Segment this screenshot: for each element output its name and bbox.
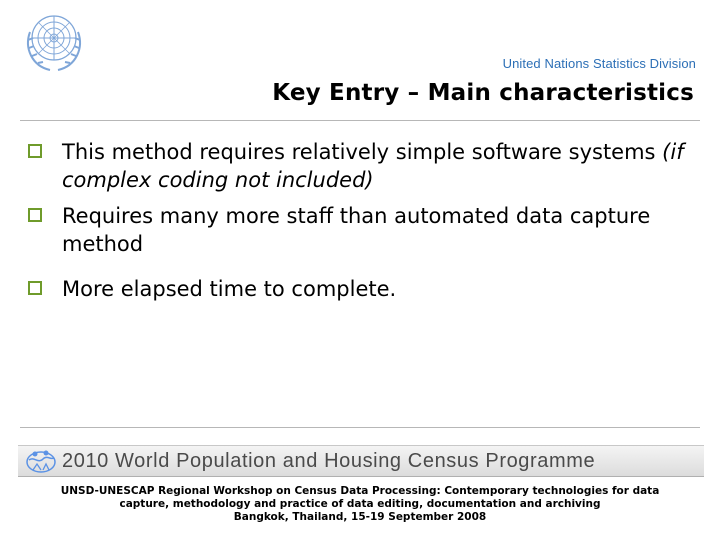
title-divider <box>20 120 700 121</box>
bullet-item <box>28 275 688 303</box>
bullet-text: This method requires relatively simple software systems <box>62 140 663 164</box>
bullet-text: Requires many more staff than automated data capture method <box>62 204 651 256</box>
footer-note <box>10 485 710 524</box>
slide-title: Key Entry – Main characteristics <box>272 80 694 106</box>
footer-line: Bangkok, Thailand, 15-19 September 2008 <box>233 511 487 523</box>
programme-title: 2010 World Population and Housing Census Programme <box>62 450 596 472</box>
footer-line: capture, methodology and practice of data editing, documentation and archiving <box>119 498 601 510</box>
bullet-item <box>28 138 688 194</box>
division-name: United Nations Statistics Division <box>502 56 696 71</box>
bullet-text: More elapsed time to complete. <box>62 277 397 301</box>
bullet-italic-note: (if complex coding not included) <box>62 140 684 192</box>
globe-people-icon <box>24 448 58 474</box>
checkbox-bullet-icon <box>28 208 42 222</box>
un-emblem-icon <box>20 8 88 76</box>
bullet-item <box>28 202 688 258</box>
checkbox-bullet-icon <box>28 281 42 295</box>
census-programme-banner <box>18 445 704 477</box>
checkbox-bullet-icon <box>28 144 42 158</box>
bullet-list <box>28 138 688 303</box>
footer-line: UNSD-UNESCAP Regional Workshop on Census Data Processing: Contemporary technologies for data <box>60 485 660 497</box>
footer-divider <box>20 427 700 428</box>
